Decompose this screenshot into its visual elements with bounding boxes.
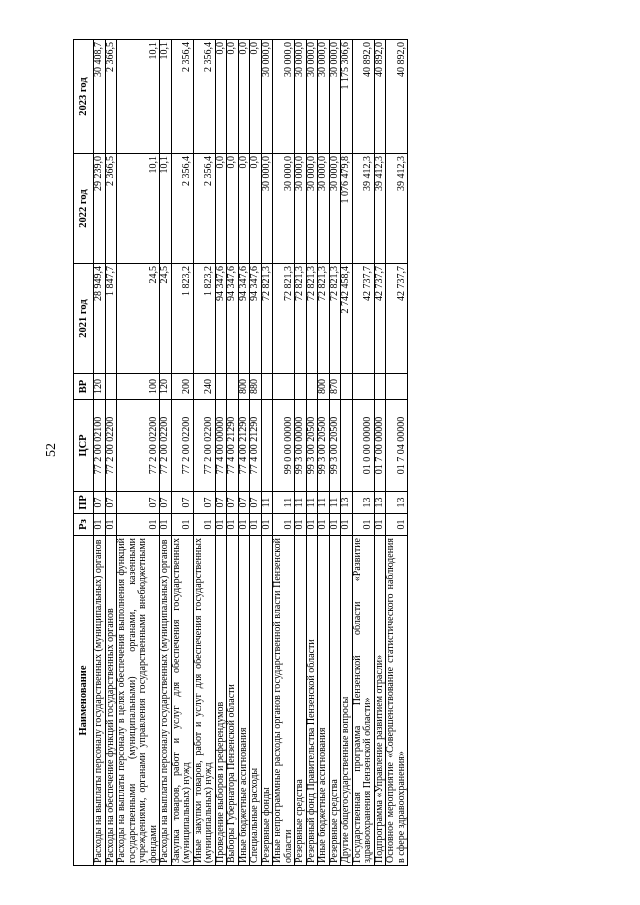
row-2023: 0,0 bbox=[215, 40, 227, 154]
row-2021: 28 949,4 bbox=[94, 264, 106, 374]
row-name: Иные бюджетные ассигнования bbox=[318, 536, 330, 866]
row-2023: 30 000,0 bbox=[261, 40, 273, 154]
row-rz: 01 bbox=[341, 514, 353, 536]
row-2022: 0,0 bbox=[215, 154, 227, 264]
row-csr bbox=[261, 400, 273, 492]
row-rz: 01 bbox=[306, 514, 318, 536]
row-2023: 30 408,7 bbox=[94, 40, 106, 154]
row-vr bbox=[215, 374, 227, 400]
row-2022: 10,1 bbox=[117, 154, 160, 264]
row-2023: 40 892,0 bbox=[352, 40, 374, 154]
row-2022: 0,0 bbox=[250, 154, 262, 264]
row-2023: 2 366,5 bbox=[105, 40, 117, 154]
table-row bbox=[329, 40, 341, 866]
row-2022: 30 000,0 bbox=[273, 154, 295, 264]
row-name: Основное мероприятие «Совершенствование статистического наблюдения в сфере здравоохранения» bbox=[386, 536, 408, 866]
row-rz: 01 bbox=[238, 514, 250, 536]
row-vr bbox=[352, 374, 374, 400]
row-csr: 01 0 00 00000 bbox=[352, 400, 374, 492]
row-2021: 24,5 bbox=[117, 264, 160, 374]
table-row bbox=[273, 40, 295, 866]
row-rz: 01 bbox=[171, 514, 193, 536]
row-rz: 01 bbox=[273, 514, 295, 536]
row-2023: 10,1 bbox=[160, 40, 172, 154]
row-name: Резервные фонды bbox=[261, 536, 273, 866]
row-name: Другие общегосударственные вопросы bbox=[341, 536, 353, 866]
row-rz: 01 bbox=[329, 514, 341, 536]
row-csr: 77 4 00 21290 bbox=[250, 400, 262, 492]
row-2021: 72 821,3 bbox=[261, 264, 273, 374]
row-name: Иные бюджетные ассигнования bbox=[238, 536, 250, 866]
row-2023: 30 000,0 bbox=[306, 40, 318, 154]
row-name: Расходы на выплаты персоналу государственных (муниципальных) органов bbox=[94, 536, 106, 866]
row-2022: 2 366,5 bbox=[105, 154, 117, 264]
row-2023: 30 000,0 bbox=[329, 40, 341, 154]
row-csr: 01 7 04 00000 bbox=[386, 400, 408, 492]
row-vr: 800 bbox=[238, 374, 250, 400]
row-vr: 120 bbox=[160, 374, 172, 400]
row-2021: 42 737,7 bbox=[352, 264, 374, 374]
row-vr bbox=[386, 374, 408, 400]
row-2021: 94 347,6 bbox=[215, 264, 227, 374]
table-header-row bbox=[74, 40, 94, 866]
row-pr: 11 bbox=[329, 492, 341, 514]
table-row bbox=[215, 40, 227, 866]
row-2021: 2 742 458,4 bbox=[341, 264, 353, 374]
row-2022: 0,0 bbox=[238, 154, 250, 264]
row-pr: 13 bbox=[352, 492, 374, 514]
row-pr: 07 bbox=[250, 492, 262, 514]
table-row bbox=[193, 40, 215, 866]
row-csr: 77 4 00 21290 bbox=[238, 400, 250, 492]
table-row bbox=[306, 40, 318, 866]
row-2022: 39 412,3 bbox=[374, 154, 386, 264]
row-pr: 07 bbox=[227, 492, 239, 514]
row-pr: 11 bbox=[261, 492, 273, 514]
header-2021: 2021 год bbox=[74, 264, 94, 374]
header-2023: 2023 год bbox=[74, 40, 94, 154]
row-2023: 40 892,0 bbox=[374, 40, 386, 154]
table-row bbox=[374, 40, 386, 866]
row-2022: 29 239,0 bbox=[94, 154, 106, 264]
row-name: Расходы на выплаты персоналу в целях обеспечения выполнения функций государственными (муниципальными) органами, казенными учреждениями, органами управления государственными внебюджетными фондами bbox=[117, 536, 160, 866]
row-rz: 01 bbox=[105, 514, 117, 536]
budget-table bbox=[73, 39, 408, 866]
row-rz: 01 bbox=[117, 514, 160, 536]
row-pr: 11 bbox=[306, 492, 318, 514]
row-2022: 1 076 479,8 bbox=[341, 154, 353, 264]
row-2021: 94 347,6 bbox=[238, 264, 250, 374]
header-csr: ЦСР bbox=[74, 400, 94, 492]
row-2023: 10,1 bbox=[117, 40, 160, 154]
table-row bbox=[117, 40, 160, 866]
row-2021: 94 347,6 bbox=[250, 264, 262, 374]
table-row bbox=[341, 40, 353, 866]
table-row bbox=[171, 40, 193, 866]
row-csr: 99 3 00 20500 bbox=[306, 400, 318, 492]
row-2021: 24,5 bbox=[160, 264, 172, 374]
row-pr: 07 bbox=[117, 492, 160, 514]
row-2022: 2 356,4 bbox=[193, 154, 215, 264]
row-2023: 2 356,4 bbox=[171, 40, 193, 154]
row-name: Иные закупки товаров, работ и услуг для обеспечения государственных (муниципальных) нужд bbox=[193, 536, 215, 866]
row-rz: 01 bbox=[250, 514, 262, 536]
row-pr: 11 bbox=[295, 492, 307, 514]
row-csr: 77 2 00 02200 bbox=[193, 400, 215, 492]
row-vr bbox=[306, 374, 318, 400]
row-2022: 10,1 bbox=[160, 154, 172, 264]
table-row bbox=[250, 40, 262, 866]
row-csr: 99 0 00 00000 bbox=[273, 400, 295, 492]
header-rz: Рз bbox=[74, 514, 94, 536]
row-rz: 01 bbox=[193, 514, 215, 536]
row-2023: 1 175 306,6 bbox=[341, 40, 353, 154]
table-row bbox=[352, 40, 374, 866]
row-2021: 1 823,2 bbox=[193, 264, 215, 374]
row-2023: 0,0 bbox=[227, 40, 239, 154]
row-name: Выборы Губернатора Пензенской области bbox=[227, 536, 239, 866]
row-name: Государственная программа Пензенской области «Развитие здравоохранения Пензенской области» bbox=[352, 536, 374, 866]
row-2021: 1 823,2 bbox=[171, 264, 193, 374]
row-name: Расходы на обеспечение функций государственных органов bbox=[105, 536, 117, 866]
row-rz: 01 bbox=[94, 514, 106, 536]
row-2022: 39 412,3 bbox=[352, 154, 374, 264]
row-rz: 01 bbox=[215, 514, 227, 536]
row-csr: 99 3 00 00000 bbox=[295, 400, 307, 492]
header-vr: ВР bbox=[74, 374, 94, 400]
row-2022: 30 000,0 bbox=[261, 154, 273, 264]
table-row bbox=[94, 40, 106, 866]
row-pr: 11 bbox=[273, 492, 295, 514]
row-rz: 01 bbox=[374, 514, 386, 536]
table-row bbox=[386, 40, 408, 866]
row-2022: 30 000,0 bbox=[295, 154, 307, 264]
row-2023: 2 356,4 bbox=[193, 40, 215, 154]
row-name: Расходы на выплаты персоналу государственных (муниципальных) органов bbox=[160, 536, 172, 866]
row-2023: 30 000,0 bbox=[295, 40, 307, 154]
row-2021: 94 347,6 bbox=[227, 264, 239, 374]
row-csr: 77 2 00 02200 bbox=[117, 400, 160, 492]
table-row bbox=[238, 40, 250, 866]
row-csr: 77 2 00 02200 bbox=[105, 400, 117, 492]
row-csr: 99 3 00 20500 bbox=[329, 400, 341, 492]
row-vr: 120 bbox=[94, 374, 106, 400]
row-csr: 77 4 00 00000 bbox=[215, 400, 227, 492]
header-2022: 2022 год bbox=[74, 154, 94, 264]
row-vr bbox=[227, 374, 239, 400]
row-vr: 200 bbox=[171, 374, 193, 400]
row-vr: 800 bbox=[318, 374, 330, 400]
row-name: Резервные средства bbox=[329, 536, 341, 866]
row-2021: 42 737,7 bbox=[386, 264, 408, 374]
table-row bbox=[160, 40, 172, 866]
row-pr: 13 bbox=[341, 492, 353, 514]
row-name: Иные непрограммные расходы органов государственной власти Пензенской области bbox=[273, 536, 295, 866]
row-vr bbox=[261, 374, 273, 400]
row-csr: 77 2 00 02100 bbox=[94, 400, 106, 492]
row-2021: 72 821,3 bbox=[273, 264, 295, 374]
row-pr: 07 bbox=[215, 492, 227, 514]
row-2023: 40 892,0 bbox=[386, 40, 408, 154]
row-pr: 13 bbox=[386, 492, 408, 514]
row-name: Проведение выборов и референдумов bbox=[215, 536, 227, 866]
header-name: Наименование bbox=[74, 536, 94, 866]
rotated-table-frame bbox=[73, 40, 567, 866]
table-row bbox=[227, 40, 239, 866]
row-csr: 99 3 00 20500 bbox=[318, 400, 330, 492]
row-csr: 77 2 00 02200 bbox=[160, 400, 172, 492]
row-2023: 0,0 bbox=[238, 40, 250, 154]
table-row bbox=[105, 40, 117, 866]
row-csr: 77 4 00 21290 bbox=[227, 400, 239, 492]
row-rz: 01 bbox=[386, 514, 408, 536]
row-2022: 39 412,3 bbox=[386, 154, 408, 264]
row-pr: 07 bbox=[238, 492, 250, 514]
row-rz: 01 bbox=[160, 514, 172, 536]
row-2023: 30 000,0 bbox=[318, 40, 330, 154]
row-2022: 2 356,4 bbox=[171, 154, 193, 264]
row-2022: 30 000,0 bbox=[318, 154, 330, 264]
row-csr bbox=[341, 400, 353, 492]
table-row bbox=[295, 40, 307, 866]
row-vr bbox=[105, 374, 117, 400]
row-csr: 01 7 00 00000 bbox=[374, 400, 386, 492]
row-2022: 30 000,0 bbox=[329, 154, 341, 264]
row-2023: 30 000,0 bbox=[273, 40, 295, 154]
row-pr: 11 bbox=[318, 492, 330, 514]
row-name: Подпрограмма «Управление развитием отрасли» bbox=[374, 536, 386, 866]
table-row bbox=[318, 40, 330, 866]
row-name: Закупка товаров, работ и услуг для обеспечения государственных (муниципальных) нужд bbox=[171, 536, 193, 866]
row-vr: 100 bbox=[117, 374, 160, 400]
row-rz: 01 bbox=[318, 514, 330, 536]
row-2021: 72 821,3 bbox=[318, 264, 330, 374]
row-vr bbox=[374, 374, 386, 400]
header-pr: ПР bbox=[74, 492, 94, 514]
row-2021: 72 821,3 bbox=[295, 264, 307, 374]
row-vr bbox=[295, 374, 307, 400]
page-number: 52 bbox=[44, 443, 59, 457]
row-2023: 0,0 bbox=[250, 40, 262, 154]
row-name: Резервный фонд Правительства Пензенской области bbox=[306, 536, 318, 866]
row-pr: 07 bbox=[105, 492, 117, 514]
row-pr: 13 bbox=[374, 492, 386, 514]
row-2021: 1 847,7 bbox=[105, 264, 117, 374]
table-row bbox=[261, 40, 273, 866]
row-csr: 77 2 00 02200 bbox=[171, 400, 193, 492]
row-rz: 01 bbox=[352, 514, 374, 536]
row-vr bbox=[341, 374, 353, 400]
row-name: Специальные расходы bbox=[250, 536, 262, 866]
row-pr: 07 bbox=[160, 492, 172, 514]
row-2021: 72 821,3 bbox=[306, 264, 318, 374]
row-vr: 880 bbox=[250, 374, 262, 400]
row-2021: 42 737,7 bbox=[374, 264, 386, 374]
row-rz: 01 bbox=[261, 514, 273, 536]
row-2022: 0,0 bbox=[227, 154, 239, 264]
row-pr: 07 bbox=[171, 492, 193, 514]
row-pr: 07 bbox=[94, 492, 106, 514]
row-vr bbox=[273, 374, 295, 400]
row-vr: 870 bbox=[329, 374, 341, 400]
row-2022: 30 000,0 bbox=[306, 154, 318, 264]
row-rz: 01 bbox=[295, 514, 307, 536]
rotated-table-content bbox=[73, 40, 567, 866]
row-vr: 240 bbox=[193, 374, 215, 400]
row-name: Резервные средства bbox=[295, 536, 307, 866]
row-rz: 01 bbox=[227, 514, 239, 536]
row-pr: 07 bbox=[193, 492, 215, 514]
row-2021: 72 821,3 bbox=[329, 264, 341, 374]
